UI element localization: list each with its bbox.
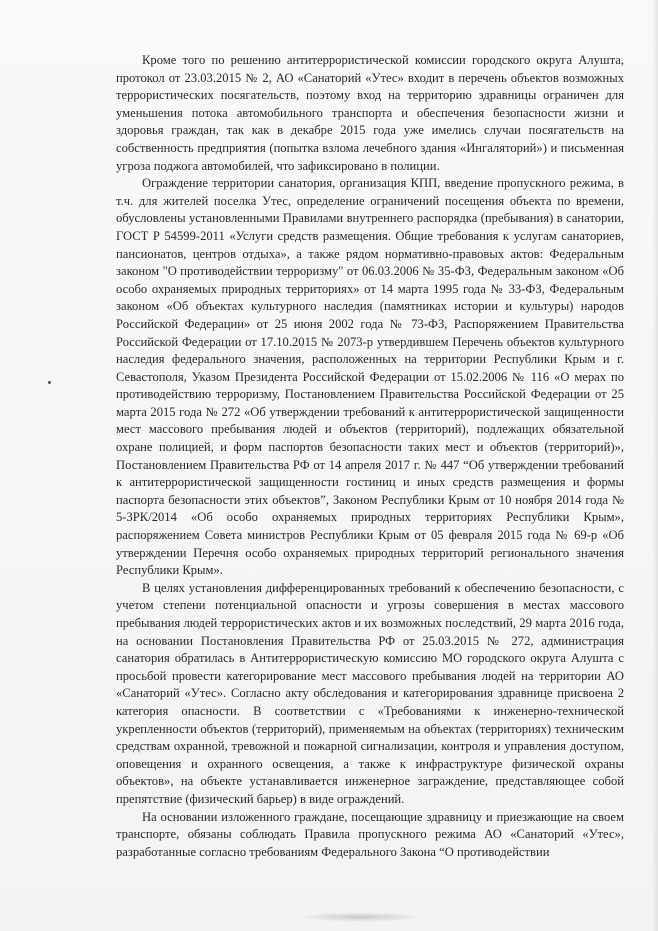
paragraph-2: Ограждение территории санатория, организация КПП, введение пропускного режима, в т.ч. для жителей поселка Утес, определение ограничений посещения объекта по времени, обусловлены установленными Правилами внутреннего распорядка (пребывания) в санатории, ГОСТ Р 54599-2011 «Услуги средств размещения. Общие требования к услугам санаториев, пансионатов, центров отдыха», а также рядом нормативно-правовых актов: Федеральным законом "О противодействии терроризму" от 06.03.2006 № 35-ФЗ, Федеральным законом «Об особо охраняемых природных территориях» от 14 марта 1995 года № 33-ФЗ, Федеральным законом «Об объектах культурного наследия (памятниках истории и культуры) народов Российской Федерации» от 25 июня 2002 года № 73-ФЗ, Распоряжением Правительства Российской Федерации от 17.10.2015 № 2073-р утвердившем Перечень объектов культурного наследия федерального значения, расположенных на территории Республики Крым и г. Севастополя, Указом Президента Российской Федерации от 15.02.2006 № 116 «О мерах по противодействию терроризму, Постановлением Правительства Российской Федерации от 25 марта 2015 года № 272 «Об утверждении требований к антитеррористической защищенности мест массового пребывания людей и объектов (территорий), подлежащих обязательной охране полицией, и форм паспортов безопасности таких мест и объектов (территорий)», Постановлением Правительства РФ от 14 апреля 2017 г. № 447 “Об утверждении требований к антитеррористической защищенности гостиниц и иных средств размещения и формы паспорта безопасности этих объектов”, Законом Республики Крым от 10 ноября 2014 года № 5-ЗРК/2014 «Об особо охраняемых природных территориях Республики Крым», распоряжением Совета министров Республики Крым от 05 февраля 2015 года № 69-р «Об утверждении Перечня особо охраняемых природных территорий регионального значения Республики Крым». — [116, 176, 624, 578]
scan-smudge — [300, 912, 420, 922]
paragraph-3: В целях установления дифференцированных требований к обеспечению безопасности, с учетом степени потенциальной опасности и угрозы совершения в местах массового пребывания людей террористических актов и их возможных последствий, 29 марта 2016 года, на основании Постановления Правительства РФ от 25.03.2015 № 272, администрация санатория обратилась в Антитеррористическую комиссию МО городского округа Алушта с просьбой провести категорирование мест массового пребывания людей на территории АО «Санаторий «Утес». Согласно акту обследования и категорирования здравнице присвоена 2 категория опасности. В соответствии с «Требованиями к инженерно-технической укрепленности объектов (территорий), применяемым на объектах (территориях) техническим средствам охранной, тревожной и пожарной сигнализации, контроля и управления доступом, оповещения и охранного освещения, а также к инфраструктуре физической охраны объектов», на объекте устанавливается инженерное заграждение, представляющее собой препятствие (физический барьер) в виде ограждений. — [116, 580, 624, 806]
document-body — [116, 52, 624, 861]
paragraph-1: Кроме того по решению антитеррористической комиссии городского округа Алушта, протокол от 23.03.2015 № 2, АО «Санаторий «Утес» входит в перечень объектов возможных террористических посягательств, поэтому вход на территорию здравницы ограничен для уменьшения потока автомобильного транспорта и обеспечения безопасности жизни и здоровья граждан, так как в декабре 2015 года уже имелись случаи посягательств на собственность предприятия (попытка взлома лечебного здания «Ингаляторий») и письменная угроза поджога автомобилей, что зафиксировано в полиции. — [116, 53, 624, 173]
scan-edge-shadow — [652, 0, 658, 931]
paragraph-4: На основании изложенного граждане, посещающие здравницу и приезжающие на своем транспорте, обязаны соблюдать Правила пропускного режима АО «Санаторий «Утес», разработанные согласно требованиям Федерального Закона “О противодействии — [116, 809, 624, 859]
scan-speck — [48, 381, 51, 384]
